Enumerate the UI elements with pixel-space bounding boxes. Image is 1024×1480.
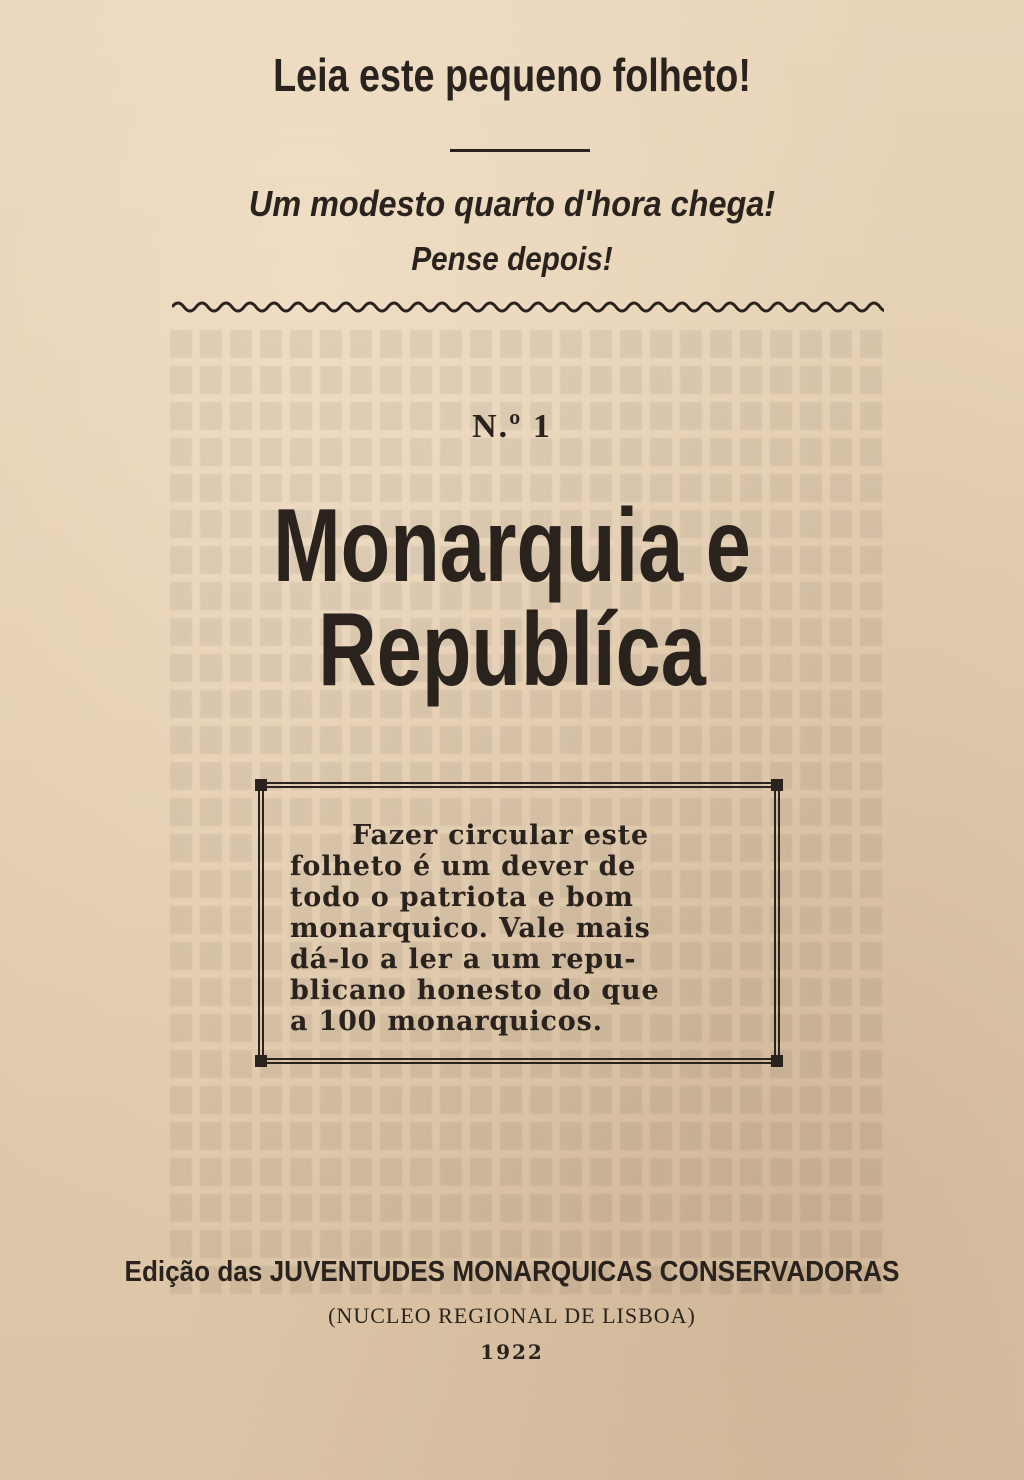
regional-nucleus: (NUCLEO REGIONAL DE LISBOA) bbox=[328, 1303, 696, 1328]
message-box bbox=[258, 782, 780, 1064]
divider-rule bbox=[450, 149, 590, 152]
tagline-line-1: Um modesto quarto d'hora chega! bbox=[248, 183, 776, 224]
box-line: monarquico. Vale mais bbox=[290, 913, 651, 944]
issue-number: N.º 1 bbox=[472, 408, 552, 445]
box-line: a 100 monarquicos. bbox=[290, 1006, 603, 1037]
publication-year: 1922 bbox=[480, 1340, 544, 1364]
corner-ornament bbox=[771, 779, 783, 791]
wavy-ornament-rule bbox=[172, 296, 884, 318]
tagline-line-2: Pense depois! bbox=[411, 240, 613, 277]
box-line: folheto é um dever de bbox=[290, 851, 637, 882]
box-line: blicano honesto do que bbox=[290, 975, 660, 1006]
page-title: Monarquia e Republíca bbox=[273, 488, 751, 708]
headline: Leia este pequeno folheto! bbox=[273, 49, 751, 101]
corner-ornament bbox=[255, 779, 267, 791]
box-text bbox=[290, 820, 752, 1037]
publisher-line: Edição das JUVENTUDES MONARQUICAS CONSERVADORAS bbox=[124, 1256, 900, 1288]
box-line: dá-lo a ler a um repu- bbox=[290, 944, 637, 975]
box-line: todo o patriota e bom bbox=[290, 882, 634, 913]
corner-ornament bbox=[255, 1055, 267, 1067]
corner-ornament bbox=[771, 1055, 783, 1067]
box-line: Fazer circular este bbox=[352, 820, 649, 851]
